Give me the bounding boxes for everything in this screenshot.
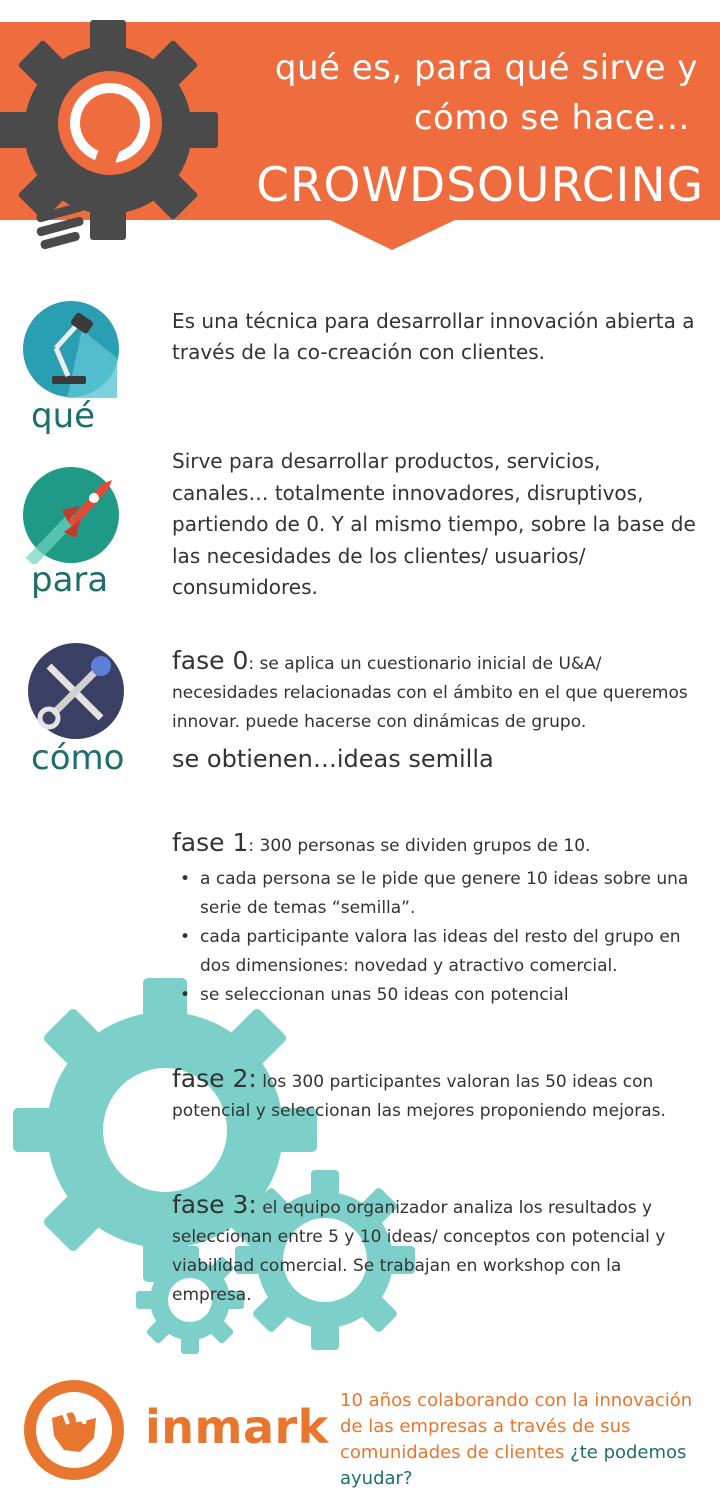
header-title: CROWDSOURCING [256, 158, 704, 213]
header-subtitle-line2: cómo se hace… [413, 98, 690, 138]
para-label: para [31, 560, 109, 600]
desk-lamp-icon [22, 300, 120, 398]
fase3-text: el equipo organizador analiza los resultados y seleccionan entre 5 y 10 ideas/ conceptos con potencial y viabilidad comercial. Se trabajan en workshop con la empresa. [172, 1198, 666, 1305]
fase1-title: fase 1 [172, 828, 249, 857]
que-text: Es una técnica para desarrollar innovación abierta a través de la co-creación con clientes. [172, 309, 695, 364]
fase2-title: fase 2: [172, 1064, 257, 1093]
inmark-logo [22, 1378, 126, 1482]
fase0-result: se obtienen…ideas semilla [172, 745, 494, 773]
teal-gears-decoration [0, 960, 420, 1380]
gear-lightbulb-icon [0, 18, 230, 258]
fase0-title: fase 0 [172, 646, 249, 675]
footer-tagline-main: 10 años colaborando con la innovación de las empresas a través de sus comunidades de clientes [340, 1390, 693, 1463]
tools-icon [27, 642, 125, 740]
list-item: • se seleccionan unas 50 ideas con potencial [172, 981, 692, 1010]
fase3-title: fase 3: [172, 1190, 257, 1219]
fase3-block [172, 1190, 702, 1310]
fase1-block [172, 828, 692, 1010]
list-item: • a cada persona se le pide que genere 10 ideas sobre una serie de temas “semilla”. [172, 865, 692, 923]
fase0-block [172, 646, 692, 773]
fase1-bullet-list [172, 865, 692, 1010]
como-label: cómo [31, 738, 125, 778]
header-subtitle-line1: qué es, para qué sirve y [274, 48, 698, 88]
footer-question: ¿te podemos ayudar? [340, 1442, 687, 1489]
footer-tagline [340, 1388, 710, 1492]
list-item: • cada participante valora las ideas del resto del grupo en dos dimensiones: novedad y atractivo comercial. [172, 923, 692, 981]
fase2-block [172, 1064, 692, 1126]
fase0-text: : se aplica un cuestionario inicial de U&A/ necesidades relacionadas con el ámbito en el que queremos innovar. puede hacerse con dinámicas de grupo. [172, 654, 688, 732]
fase1-text: : 300 personas se dividen grupos de 10. [248, 836, 591, 856]
brand-name: inmark [145, 1400, 329, 1454]
para-text: Sirve para desarrollar productos, servicios, canales… totalmente innovadores, disruptivos, partiendo de 0. Y al mismo tiempo, sobre la base de las necesidades de los clientes/ usuarios/ consumidores. [172, 449, 696, 599]
que-label: qué [31, 396, 96, 436]
fase2-text: los 300 participantes valoran las 50 ideas con potencial y seleccionan las mejores proponiendo mejoras. [172, 1072, 666, 1121]
rocket-icon [22, 466, 120, 564]
